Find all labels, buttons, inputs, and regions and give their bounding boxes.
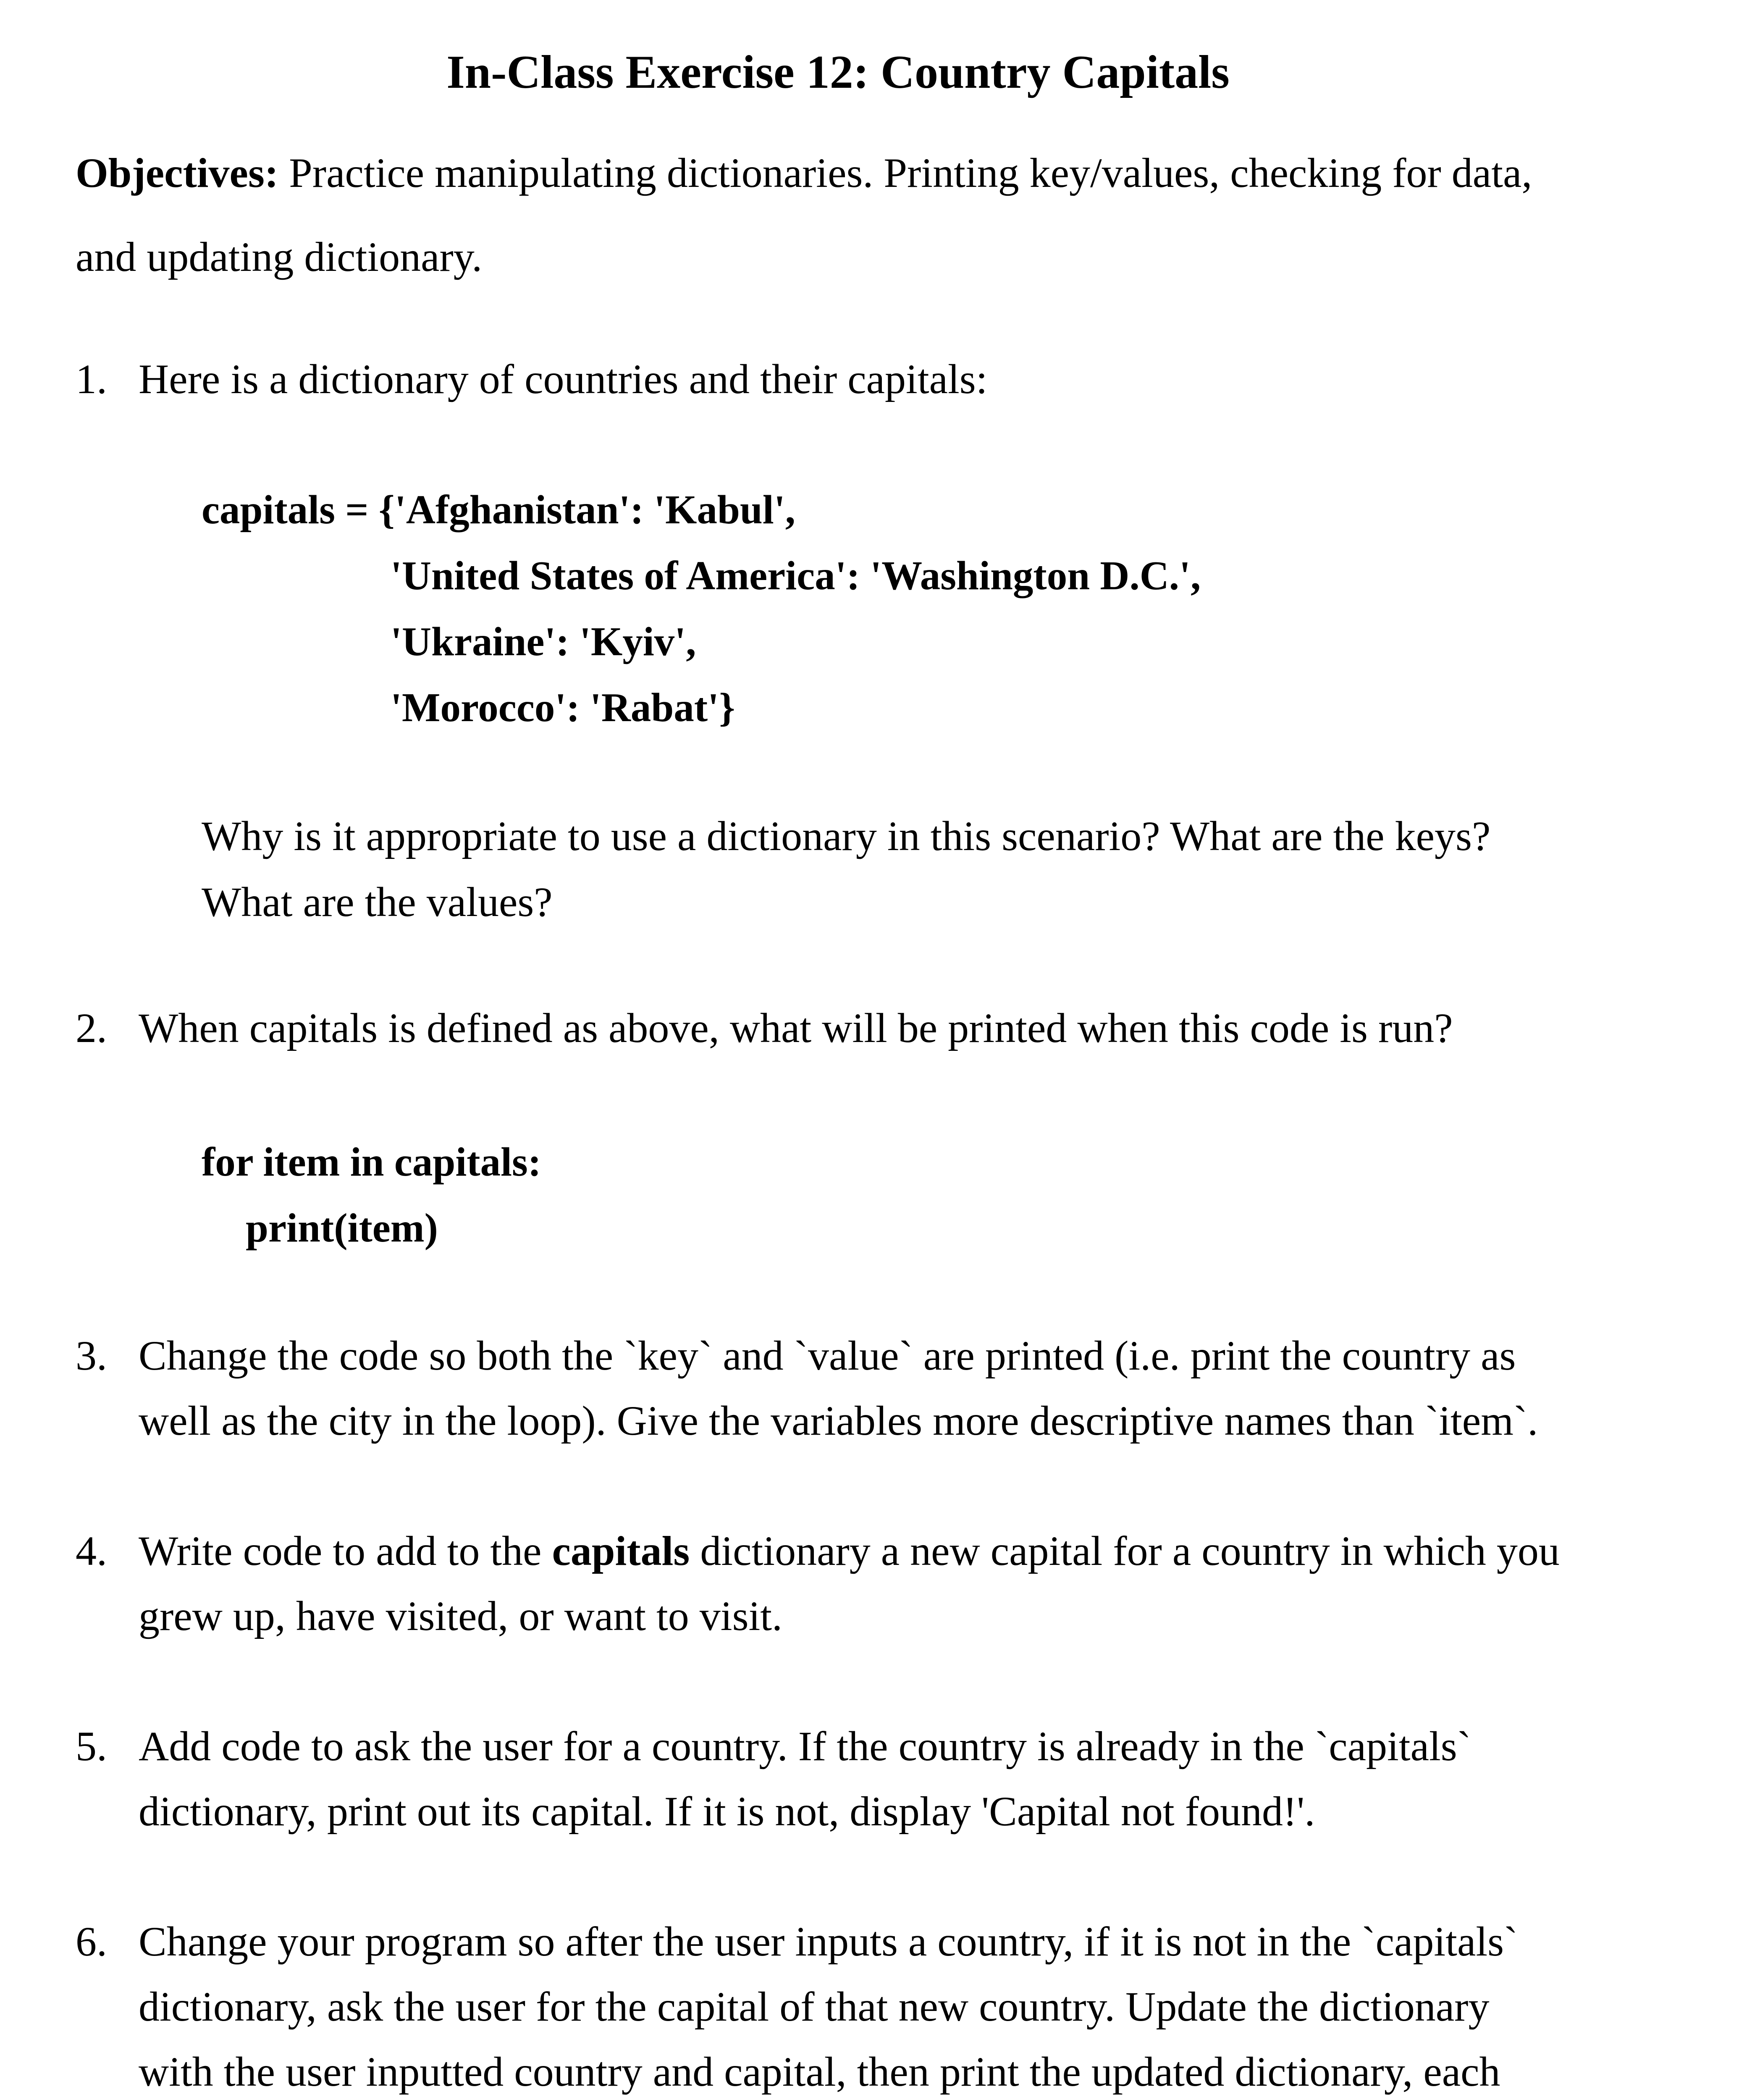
- code-line-4: 'Morocco': 'Rabat'}: [391, 685, 735, 730]
- item-6-text-2: dictionary, ask the user for the capital of that new country. Update the dictionary: [139, 1983, 1490, 2030]
- item-4-number: 4.: [76, 1528, 107, 1574]
- item-2-number: 2.: [76, 1005, 107, 1051]
- item-5-text-2: dictionary, print out its capital. If it is not, display 'Capital not found!'.: [139, 1788, 1315, 1835]
- item-4-text-1: [139, 1518, 1560, 1583]
- item-4-capitals-bold: capitals: [552, 1528, 690, 1574]
- item-1-number: 1.: [76, 356, 107, 402]
- item-6-number: 6.: [76, 1918, 107, 1965]
- code-line-2: 'United States of America': 'Washington D.C.',: [391, 553, 1201, 598]
- objectives-text-1: Practice manipulating dictionaries. Printing key/values, checking for data,: [278, 150, 1532, 196]
- page-title: In-Class Exercise 12: Country Capitals: [446, 46, 1230, 98]
- code-line-1: capitals = {'Afghanistan': 'Kabul',: [202, 487, 796, 532]
- code-print-line: print(item): [246, 1205, 438, 1250]
- objectives-line-2: and updating dictionary.: [76, 234, 483, 280]
- item-4-text-2: grew up, have visited, or want to visit.: [139, 1593, 783, 1639]
- objectives-line-1: [76, 131, 1532, 215]
- item-2-text: When capitals is defined as above, what will be printed when this code is run?: [139, 1005, 1453, 1051]
- item-1-text: Here is a dictionary of countries and their capitals:: [139, 356, 988, 402]
- item-4-text-before: Write code to add to the: [139, 1528, 552, 1574]
- objectives-label: Objectives:: [76, 150, 279, 196]
- item-6-text-3: with the user inputted country and capital, then print the updated dictionary, each: [139, 2048, 1500, 2095]
- item-5-text-1: Add code to ask the user for a country. If the country is already in the `capitals`: [139, 1723, 1471, 1769]
- item-3-text-2: well as the city in the loop). Give the variables more descriptive names than `item`.: [139, 1397, 1538, 1444]
- code-line-3: 'Ukraine': 'Kyiv',: [391, 619, 696, 664]
- item-3-number: 3.: [76, 1332, 107, 1379]
- item-5-number: 5.: [76, 1723, 107, 1769]
- code-for-line: for item in capitals:: [202, 1139, 542, 1184]
- item-4-text-after: dictionary a new capital for a country in which you: [690, 1528, 1560, 1574]
- item-3-text-1: Change the code so both the `key` and `value` are printed (i.e. print the country as: [139, 1332, 1516, 1379]
- item-6-text-1: Change your program so after the user inputs a country, if it is not in the `capitals`: [139, 1918, 1518, 1965]
- item-1-question-1: Why is it appropriate to use a dictionary in this scenario? What are the keys?: [202, 813, 1491, 859]
- item-1-question-2: What are the values?: [202, 879, 553, 925]
